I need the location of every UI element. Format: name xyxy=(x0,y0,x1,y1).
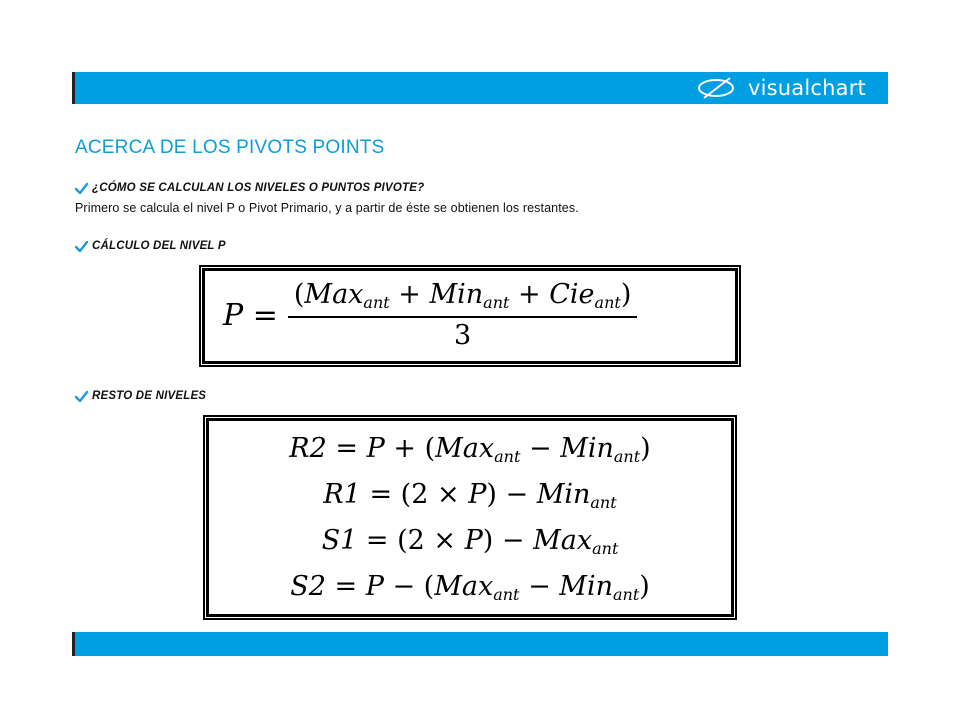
p-heading-text: CÁLCULO DEL NIVEL P xyxy=(92,240,226,252)
footer-bar xyxy=(72,632,888,656)
section-how-heading xyxy=(75,182,424,194)
formula-p: P = $\frac{(Max_{ant} + Min_{ant} + Cie_{ant})}{3}$ xyxy=(223,279,637,351)
formula-p-box xyxy=(202,268,738,364)
formula-p-numerator: (Max$_{ant}$ + Min$_{ant}$ + Cie$_{ant}$) xyxy=(293,279,632,312)
page-title: ACERCA DE LOS PIVOTS POINTS xyxy=(75,137,385,158)
formula-r1: R1 = (2 × P) − Min$_{ant}$ xyxy=(323,479,617,512)
logo-text: visualchart xyxy=(747,76,866,100)
how-body-text: Primero se calcula el nivel P o Pivot Primario, y a partir de éste se obtienen los restantes. xyxy=(75,201,579,215)
check-icon xyxy=(75,241,88,252)
logo xyxy=(694,76,866,100)
formula-p-fraction xyxy=(288,279,638,351)
section-rest-heading xyxy=(75,390,206,402)
check-icon xyxy=(75,391,88,402)
formula-s1: S1 = (2 × P) − Max$_{ant}$ xyxy=(321,525,619,558)
formula-p-denominator: 3 xyxy=(454,320,472,351)
formula-p-lhs: P xyxy=(223,297,244,333)
section-p-heading xyxy=(75,240,226,252)
formula-s2: S2 = P − (Max$_{ant}$ − Min$_{ant}$) xyxy=(290,571,650,604)
check-icon xyxy=(75,183,88,194)
formula-rest-box xyxy=(206,418,734,617)
rest-heading-text: RESTO DE NIVELES xyxy=(92,390,207,402)
visualchart-logo-icon xyxy=(694,76,740,100)
formula-r2: R2 = P + (Max$_{ant}$ − Min$_{ant}$) xyxy=(289,433,651,466)
how-heading-text: ¿CÓMO SE CALCULAN LOS NIVELES O PUNTOS PIVOTE? xyxy=(92,182,425,194)
header-bar xyxy=(72,72,888,104)
